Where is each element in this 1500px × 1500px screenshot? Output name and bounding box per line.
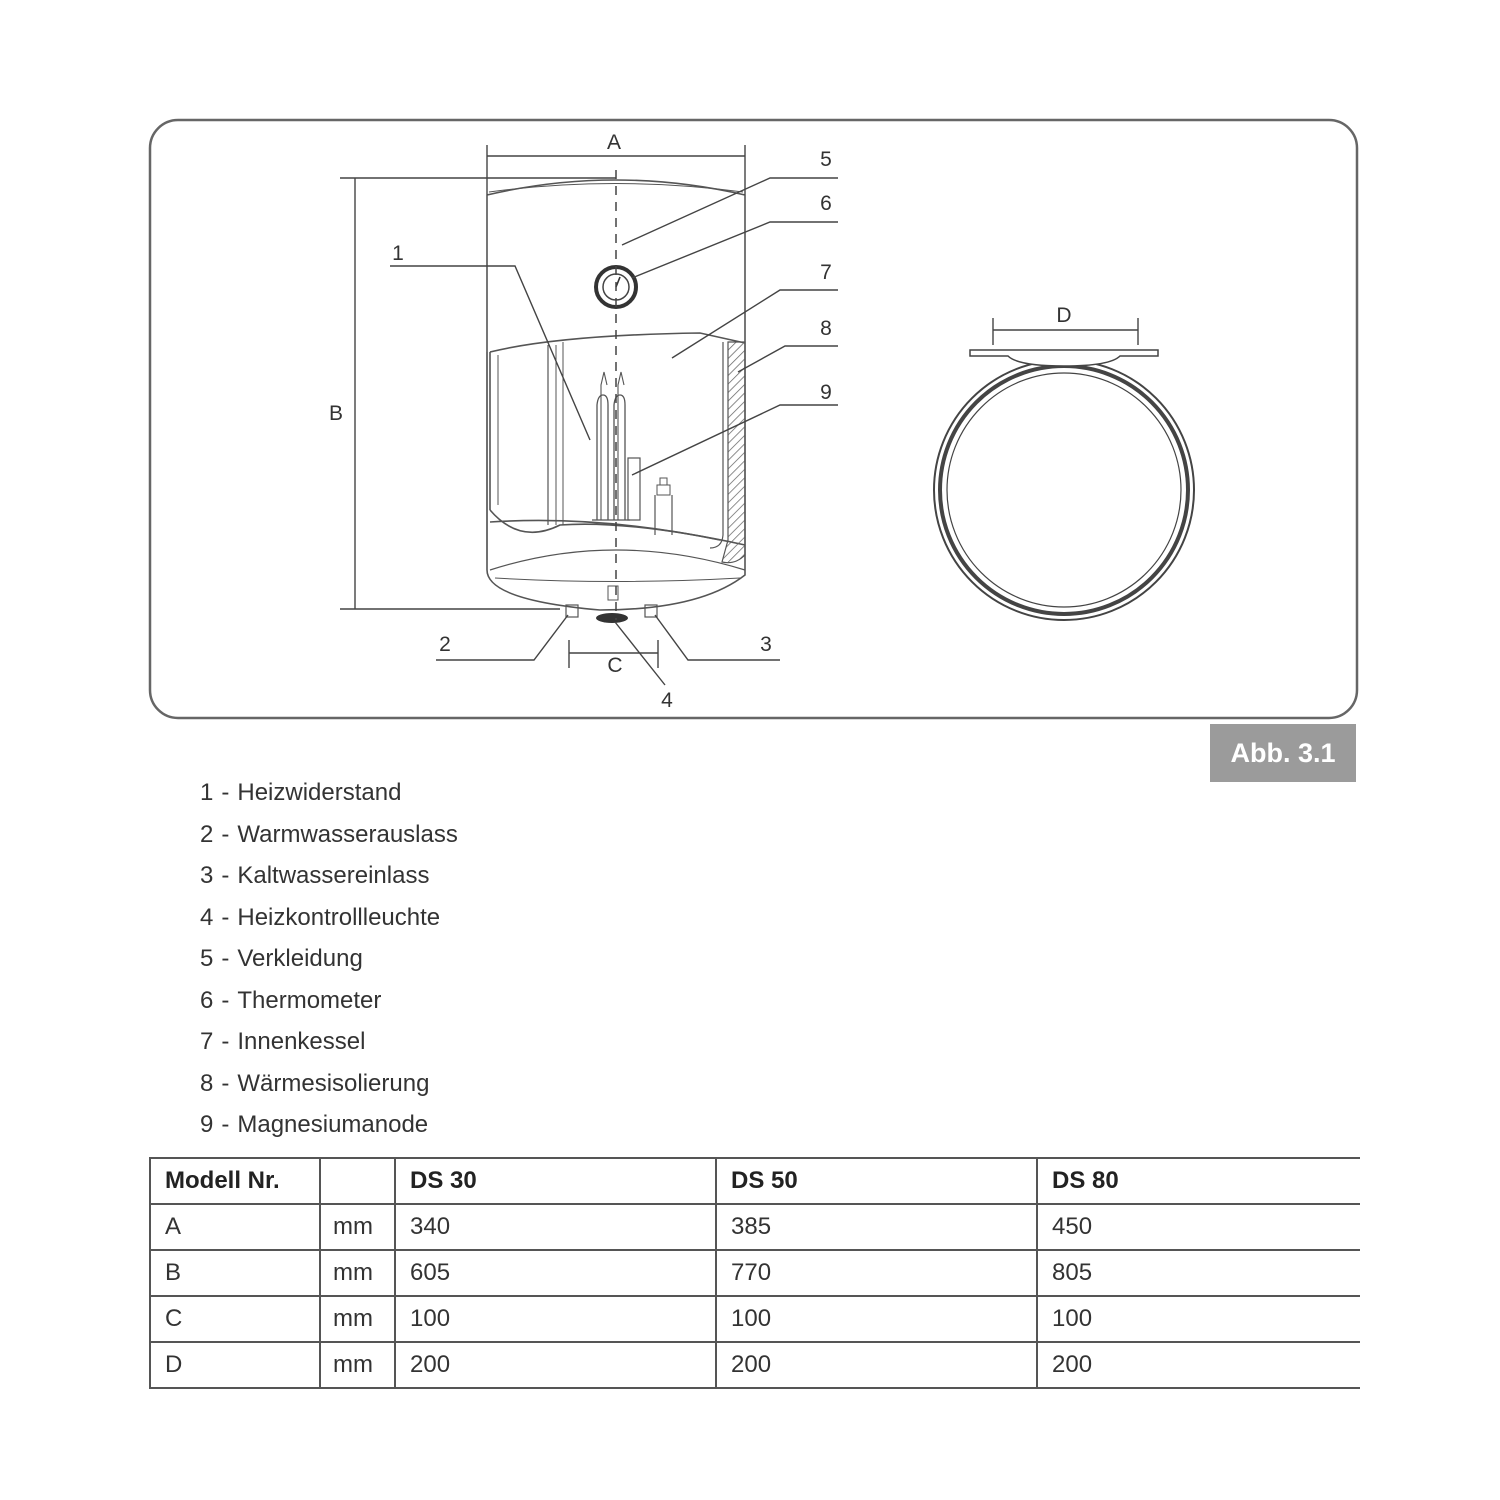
legend-list [200, 772, 458, 1146]
callout-8: 8 [820, 317, 832, 340]
table-header-cell: DS 50 [716, 1158, 1037, 1204]
legend-item [200, 772, 458, 814]
dimension-b-label: B [328, 402, 344, 425]
insulation-hatch [722, 342, 745, 563]
callout-1: 1 [392, 242, 404, 265]
legend-number: 3 [200, 862, 214, 889]
legend-separator: - [221, 945, 230, 972]
legend-item [200, 897, 458, 939]
legend-label: Verkleidung [237, 945, 363, 972]
legend-label: Thermometer [237, 986, 382, 1014]
figure-label-badge: Abb. 3.1 [1210, 724, 1356, 782]
table-row [150, 1296, 1360, 1342]
callout-5: 5 [820, 148, 832, 171]
legend-label: Heizwiderstand [237, 779, 402, 806]
legend-label: Wärmesisolierung [237, 1069, 430, 1097]
legend-separator: - [221, 1069, 230, 1097]
table-header-cell: DS 30 [395, 1158, 716, 1204]
legend-item [200, 938, 458, 980]
callout-9: 9 [820, 381, 832, 404]
callout-4: 4 [661, 689, 673, 712]
table-row [150, 1342, 1360, 1388]
legend-label: Magnesiumanode [237, 1111, 429, 1138]
table-cell: 100 [1037, 1296, 1360, 1342]
legend-number: 2 [200, 820, 214, 848]
heater-top-view [934, 350, 1194, 620]
legend-label: Heizkontrollleuchte [237, 903, 441, 931]
legend-label: Warmwasserauslass [237, 820, 458, 848]
table-row [150, 1250, 1360, 1296]
callout-3: 3 [760, 633, 772, 656]
table-cell: A [150, 1204, 320, 1250]
legend-separator: - [221, 820, 230, 848]
legend-number: 9 [200, 1111, 214, 1138]
dimension-a-label: A [606, 131, 622, 154]
table-cell: 385 [716, 1204, 1037, 1250]
callout-7: 7 [820, 261, 832, 284]
table-cell: 100 [716, 1296, 1037, 1342]
table-cell: mm [320, 1250, 395, 1296]
table-cell: C [150, 1296, 320, 1342]
legend-separator: - [221, 779, 230, 806]
legend-separator: - [221, 1028, 230, 1055]
callout-6: 6 [820, 192, 832, 215]
legend-item [200, 1021, 458, 1063]
legend-number: 4 [200, 903, 214, 931]
legend-number: 6 [200, 986, 214, 1014]
table-cell: 605 [395, 1250, 716, 1296]
table-header-cell: DS 80 [1037, 1158, 1360, 1204]
legend-item [200, 1104, 458, 1146]
table-cell: 200 [716, 1342, 1037, 1388]
table-cell: 340 [395, 1204, 716, 1250]
legend-number: 7 [200, 1028, 214, 1055]
table-cell: 200 [1037, 1342, 1360, 1388]
legend-separator: - [221, 903, 230, 931]
legend-item [200, 814, 458, 856]
legend-item [200, 1063, 458, 1105]
table-cell: 200 [395, 1342, 716, 1388]
legend-item [200, 980, 458, 1022]
dimensions-table [149, 1157, 1360, 1389]
dimension-d-label: D [1056, 304, 1072, 327]
table-row [150, 1204, 1360, 1250]
table-header-cell [320, 1158, 395, 1204]
legend-item [200, 855, 458, 897]
legend-label: Kaltwassereinlass [237, 862, 430, 889]
legend-separator: - [221, 1111, 230, 1138]
dimension-b [340, 178, 616, 609]
table-header-row [150, 1158, 1360, 1204]
dimension-c-label: C [607, 654, 623, 677]
indicator-lamp-icon [596, 613, 628, 623]
legend-separator: - [221, 986, 230, 1014]
table-cell: mm [320, 1296, 395, 1342]
table-cell: B [150, 1250, 320, 1296]
table-cell: D [150, 1342, 320, 1388]
legend-number: 5 [200, 945, 214, 972]
table-header-cell: Modell Nr. [150, 1158, 320, 1204]
table-cell: mm [320, 1204, 395, 1250]
table-cell: 100 [395, 1296, 716, 1342]
table-cell: 805 [1037, 1250, 1360, 1296]
table-cell: mm [320, 1342, 395, 1388]
legend-label: Innenkessel [237, 1028, 366, 1055]
legend-separator: - [221, 862, 230, 889]
legend-number: 1 [200, 779, 214, 806]
legend-number: 8 [200, 1069, 214, 1097]
table-cell: 770 [716, 1250, 1037, 1296]
callout-2: 2 [439, 633, 451, 656]
table-cell: 450 [1037, 1204, 1360, 1250]
